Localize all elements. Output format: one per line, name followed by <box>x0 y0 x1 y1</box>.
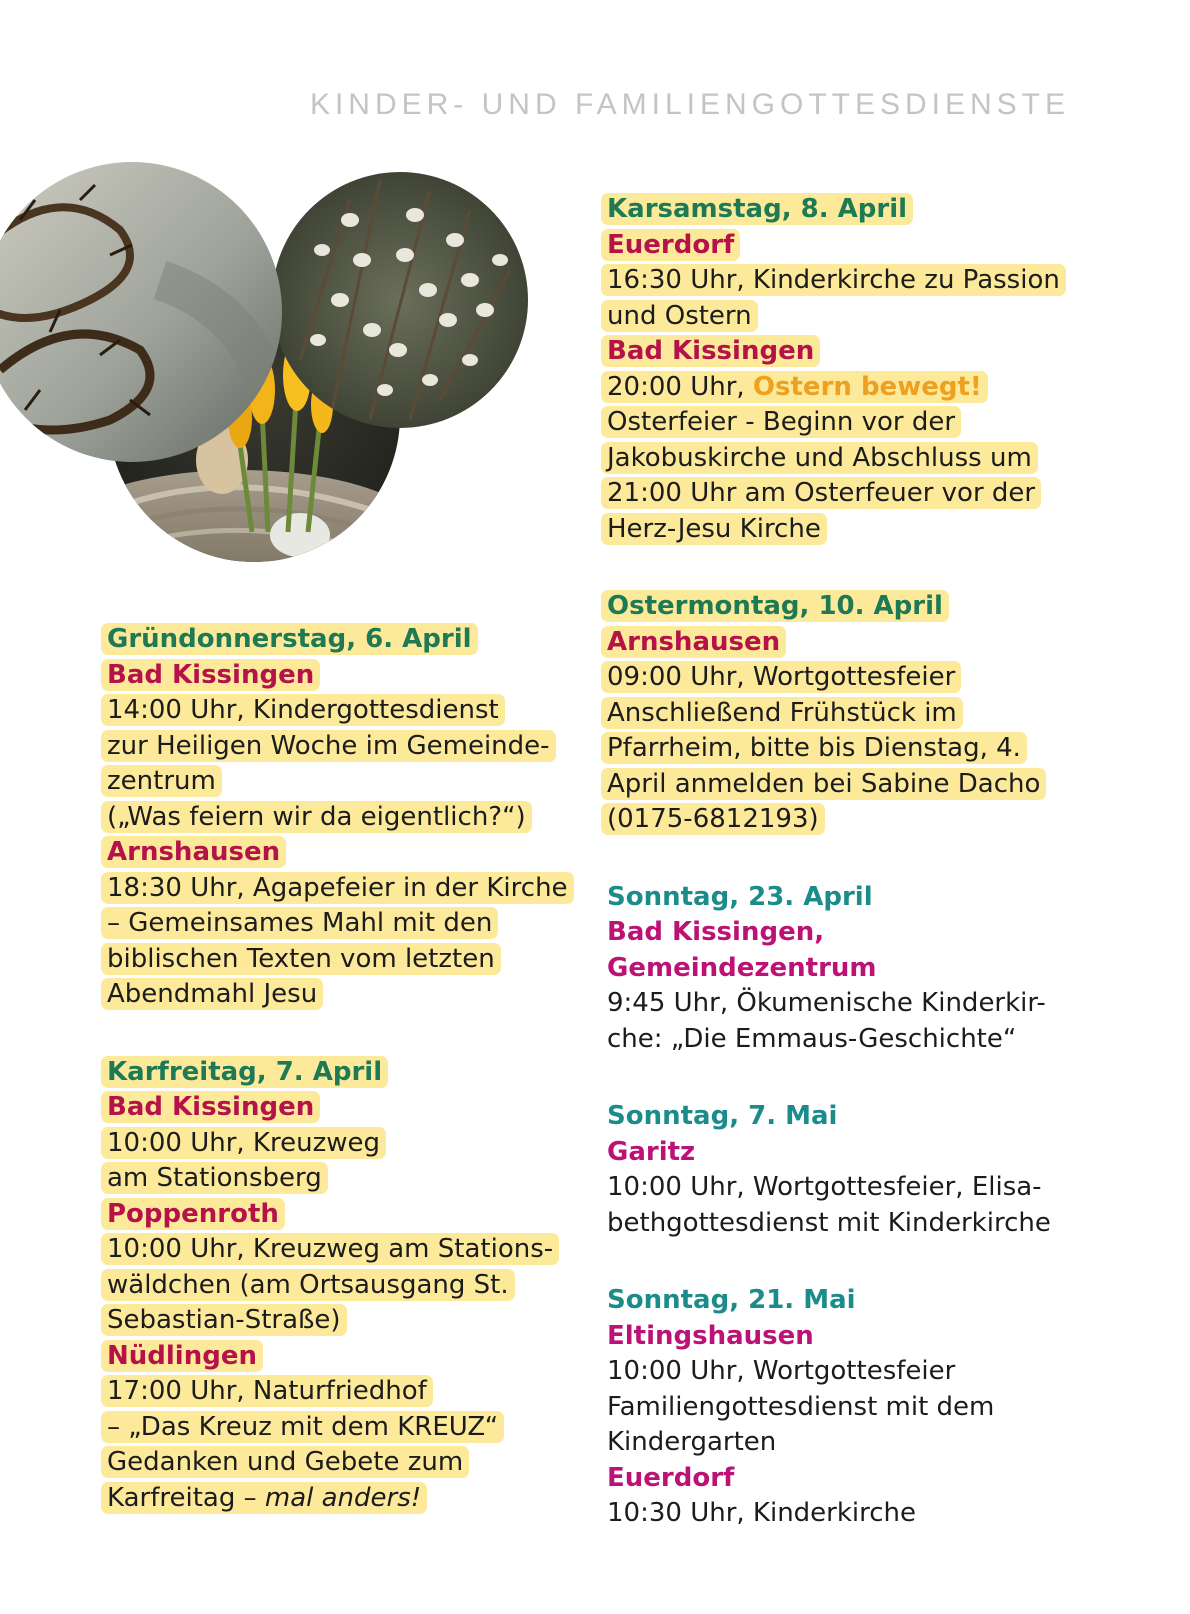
event-text: Kindergarten <box>607 1427 777 1457</box>
event-text: – Gemeinsames Mahl mit den <box>101 907 498 939</box>
event-text-italic: mal anders! <box>264 1482 422 1513</box>
event-place: Eltingshausen <box>607 1320 814 1351</box>
event-place: Arnshausen <box>601 626 786 658</box>
event-text: zur Heiligen Woche im Gemeinde- <box>101 730 556 762</box>
easter-photo-collage <box>0 160 560 600</box>
event-gruendonnerstag <box>107 622 607 1013</box>
event-text: biblischen Texten vom letzten <box>101 943 501 975</box>
event-text: wäldchen (am Ortsausgang St. <box>101 1269 515 1301</box>
event-text <box>101 1482 427 1514</box>
event-text: 14:00 Uhr, Kindergottesdienst <box>101 694 505 726</box>
event-date: Sonntag, 21. Mai <box>607 1285 856 1315</box>
event-text: 10:30 Uhr, Kinderkirche <box>607 1498 917 1528</box>
event-text: Anschließend Frühstück im <box>601 697 963 729</box>
event-text: am Stationsberg <box>101 1162 328 1194</box>
event-date: Ostermontag, 10. April <box>601 590 949 622</box>
event-text <box>601 371 988 403</box>
event-text: Abendmahl Jesu <box>101 978 323 1010</box>
event-text: 10:00 Uhr, Wortgottesfeier, Elisa- <box>607 1172 1042 1202</box>
event-place: Euerdorf <box>601 229 740 261</box>
event-text: Pfarrheim, bitte bis Dienstag, 4. <box>601 732 1027 764</box>
event-text: Osterfeier - Beginn vor der <box>601 406 961 438</box>
event-text-plain: Karfreitag – <box>107 1482 257 1513</box>
event-text: 9:45 Uhr, Ökumenische Kinderkir- <box>607 988 1046 1018</box>
event-text: 18:30 Uhr, Agapefeier in der Kirche <box>101 872 574 904</box>
event-text: 10:00 Uhr, Wortgottesfeier <box>607 1356 956 1386</box>
event-ostermontag <box>607 589 1107 838</box>
event-sonntag-21-mai <box>607 1283 1107 1532</box>
left-column <box>107 622 607 1558</box>
event-text: 09:00 Uhr, Wortgottesfeier <box>601 661 961 693</box>
event-text: che: „Die Emmaus-Geschichte“ <box>607 1023 1017 1054</box>
event-text: April anmelden bei Sabine Dacho <box>601 768 1046 800</box>
event-place: Bad Kissingen <box>101 659 320 691</box>
event-text: Herz-Jesu Kirche <box>601 513 827 545</box>
event-sonntag-23-april <box>607 880 1107 1058</box>
event-place: Bad Kissingen <box>101 1091 320 1123</box>
event-text: 16:30 Uhr, Kinderkirche zu Passion <box>601 264 1066 296</box>
right-column <box>607 192 1107 1574</box>
event-date: Gründonnerstag, 6. April <box>101 623 478 655</box>
event-text-plain: 20:00 Uhr, <box>607 371 745 402</box>
event-text: („Was feiern wir da eigentlich?“) <box>101 801 532 833</box>
event-place: Bad Kissingen, <box>607 917 825 947</box>
event-text: 10:00 Uhr, Kreuzweg am Stations- <box>101 1233 559 1265</box>
event-text: – „Das Kreuz mit dem KREUZ“ <box>101 1411 504 1443</box>
event-date: Karfreitag, 7. April <box>101 1056 388 1088</box>
event-place: Bad Kissingen <box>601 335 820 367</box>
event-text: 17:00 Uhr, Naturfriedhof <box>101 1375 433 1407</box>
event-text: Sebastian-Straße) <box>101 1304 347 1336</box>
event-place: Nüdlingen <box>101 1340 263 1372</box>
event-place: Arnshausen <box>101 836 286 868</box>
event-place: Garitz <box>607 1136 696 1167</box>
event-date: Sonntag, 7. Mai <box>607 1101 838 1131</box>
event-place: Poppenroth <box>101 1198 285 1230</box>
event-text: 21:00 Uhr am Osterfeuer vor der <box>601 477 1041 509</box>
event-karsamstag <box>607 192 1107 547</box>
page-title: KINDER- UND FAMILIENGOTTESDIENSTE <box>309 88 1071 121</box>
event-place: Euerdorf <box>607 1462 735 1493</box>
event-sonntag-7-mai <box>607 1099 1107 1241</box>
event-date: Karsamstag, 8. April <box>601 193 913 225</box>
event-place: Gemeindezentrum <box>607 952 877 983</box>
event-text: (0175-6812193) <box>601 803 825 835</box>
event-text: und Ostern <box>601 300 758 332</box>
event-text: zentrum <box>101 765 222 797</box>
event-text: bethgottesdienst mit Kinderkirche <box>607 1207 1051 1238</box>
event-text: 10:00 Uhr, Kreuzweg <box>101 1127 386 1159</box>
event-text: Gedanken und Gebete zum <box>101 1446 469 1478</box>
event-highlight-title: Ostern bewegt! <box>752 371 982 402</box>
event-date: Sonntag, 23. April <box>607 881 873 912</box>
event-text: Jakobuskirche und Abschluss um <box>601 442 1038 474</box>
event-text: Familiengottesdienst mit dem <box>607 1391 995 1422</box>
event-karfreitag <box>107 1055 607 1517</box>
